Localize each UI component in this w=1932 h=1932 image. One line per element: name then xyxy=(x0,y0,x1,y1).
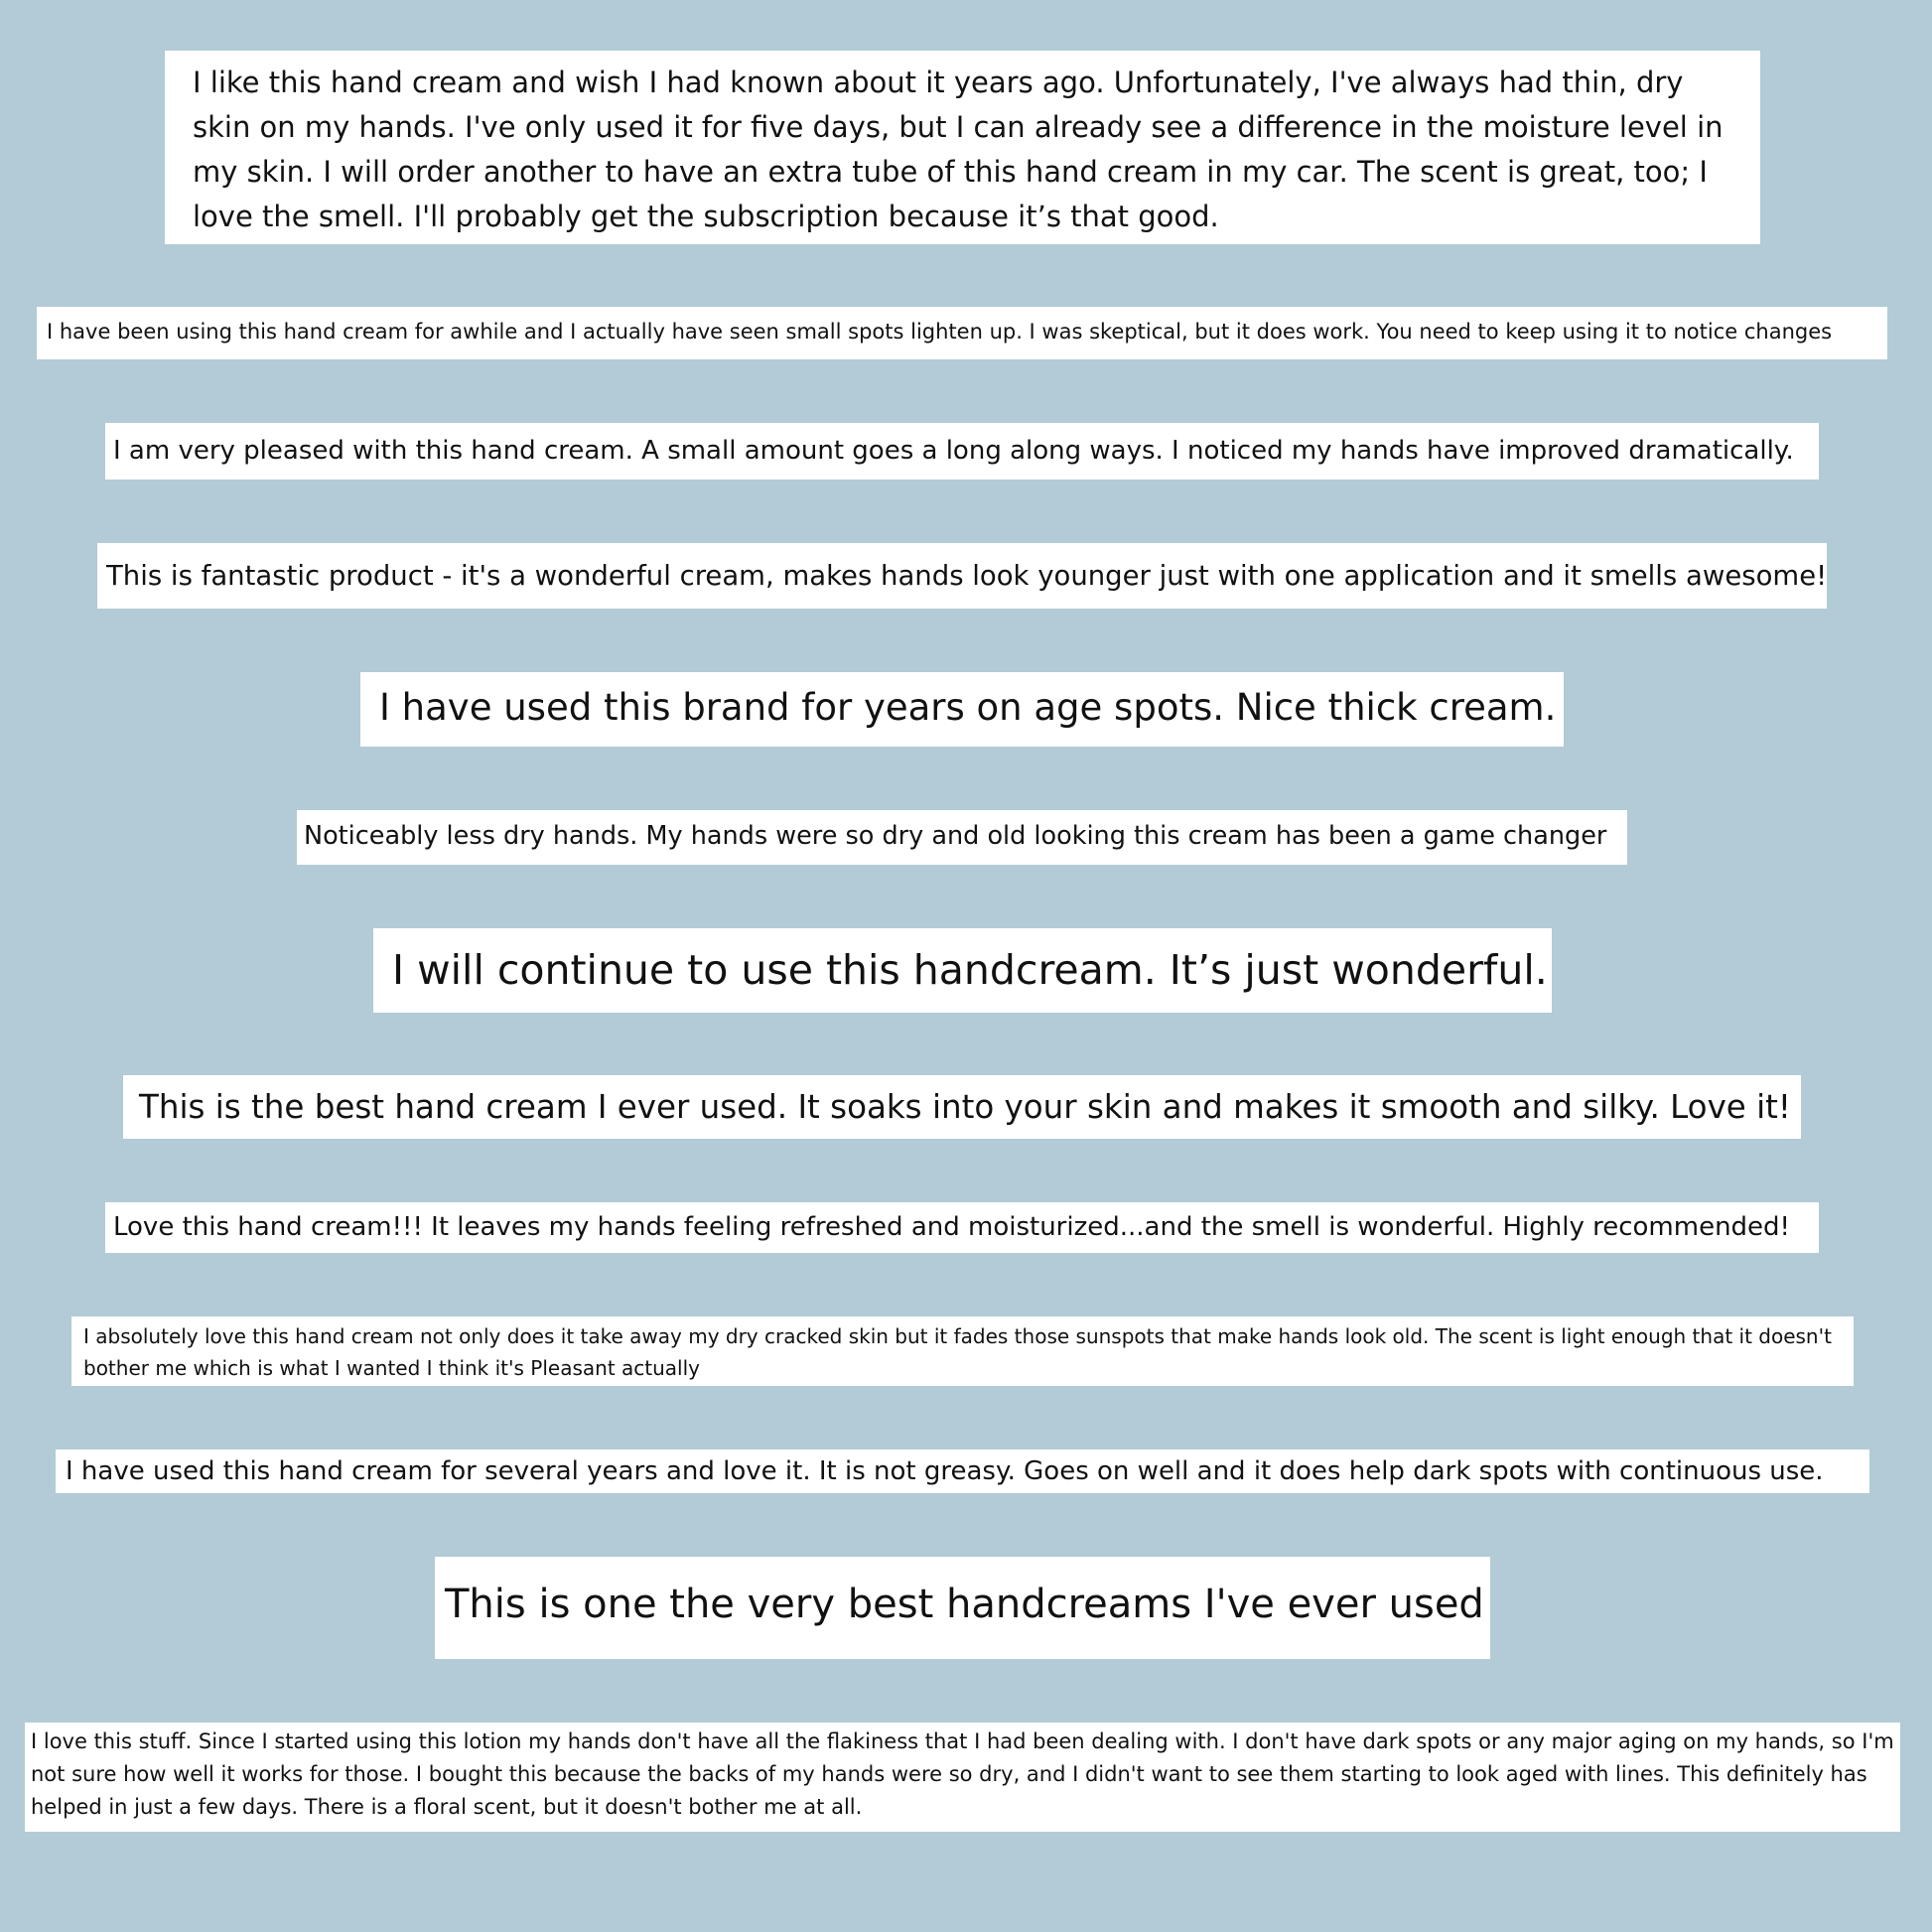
review-card-11: I have used this hand cream for several years and love it. It is not greasy. Goes on well and it does help dark spots with continuous use. xyxy=(56,1449,1869,1493)
review-card-12: This is one the very best handcreams I've ever used xyxy=(435,1557,1490,1659)
review-card-10: I absolutely love this hand cream not only does it take away my dry cracked skin but it fades those sunspots that make hands look old. The scent is light enough that it doesn't bother me which is what I wanted I think it's Pleasant actually xyxy=(71,1316,1854,1386)
review-card-7: I will continue to use this handcream. It’s just wonderful. xyxy=(373,928,1552,1013)
review-card-3: I am very pleased with this hand cream. A small amount goes a long along ways. I noticed my hands have improved dramatically. xyxy=(105,423,1819,480)
review-card-9: Love this hand cream!!! It leaves my hands feeling refreshed and moisturized...and the smell is wonderful. Highly recommended! xyxy=(105,1202,1819,1253)
review-card-13: I love this stuff. Since I started using this lotion my hands don't have all the flakiness that I had been dealing with. I don't have dark spots or any major aging on my hands, so I'm not sure how well it works for those. I bought this because the backs of my hands were so dry, and I didn't want to see them starting to look aged with lines. This definitely has helped in just a few days. There is a floral scent, but it doesn't bother me at all. xyxy=(25,1723,1900,1832)
review-card-8: This is the best hand cream I ever used. It soaks into your skin and makes it smooth and silky. Love it! xyxy=(123,1075,1801,1139)
review-card-2: I have been using this hand cream for awhile and I actually have seen small spots lighten up. I was skeptical, but it does work. You need to keep using it to notice changes xyxy=(37,307,1887,359)
review-card-1: I like this hand cream and wish I had known about it years ago. Unfortunately, I've always had thin, dry skin on my hands. I've only used it for five days, but I can already see a difference in the moisture level in my skin. I will order another to have an extra tube of this hand cream in my car. The scent is great, too; I love the smell. I'll probably get the subscription because it’s that good. xyxy=(165,51,1760,244)
review-card-4: This is fantastic product - it's a wonderful cream, makes hands look younger just with one application and it smells awesome! xyxy=(97,543,1827,609)
review-card-5: I have used this brand for years on age spots. Nice thick cream. xyxy=(360,672,1564,747)
review-card-6: Noticeably less dry hands. My hands were so dry and old looking this cream has been a game changer xyxy=(297,810,1627,865)
